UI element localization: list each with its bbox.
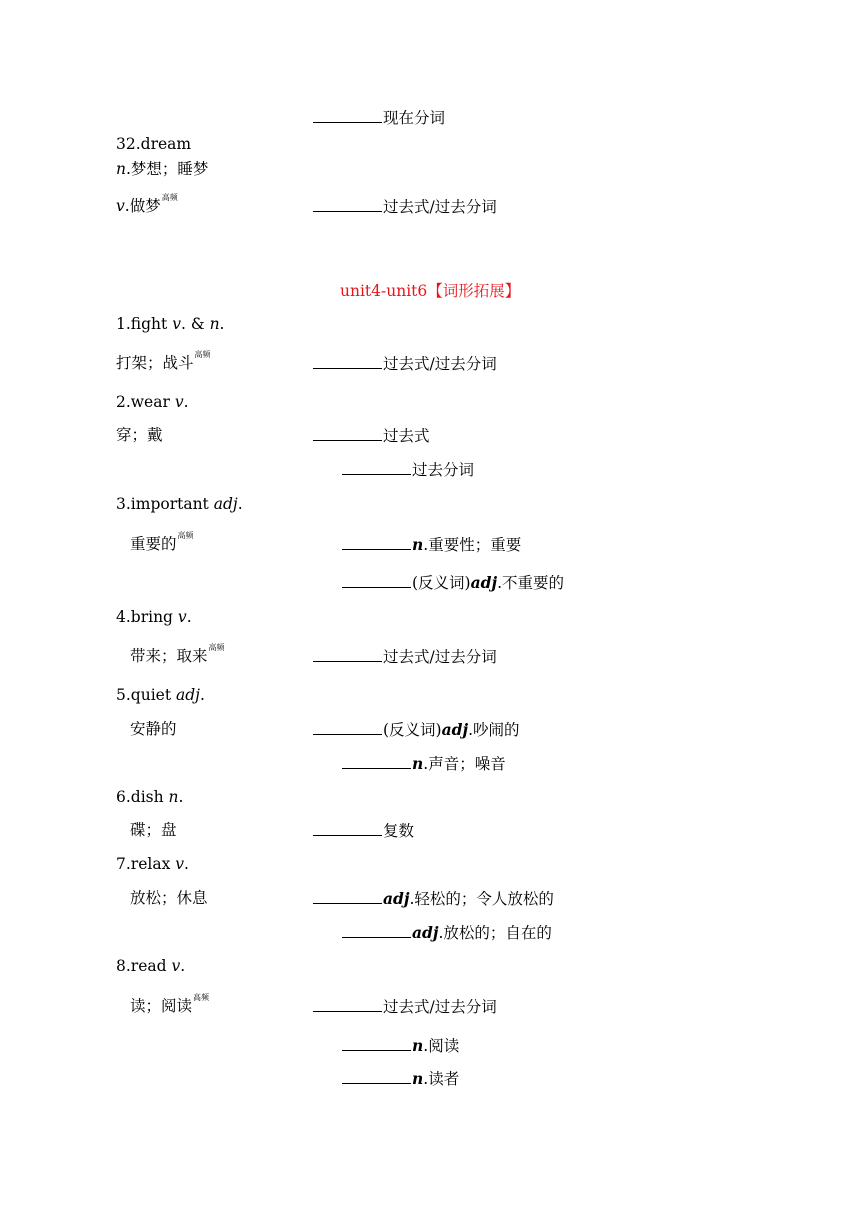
item-8-title: 8.read v. bbox=[116, 957, 186, 975]
item-7-meaning: 放松；休息 bbox=[130, 889, 208, 907]
item-8-form-3: n.读者 bbox=[342, 1068, 459, 1089]
answer-blank[interactable] bbox=[313, 353, 382, 369]
answer-blank[interactable] bbox=[313, 196, 382, 212]
item-6-form: 复数 bbox=[313, 820, 414, 841]
item-8-form-2: n.阅读 bbox=[342, 1035, 459, 1056]
item-8-meaning: 读；阅读$^{高频}$ bbox=[130, 993, 210, 1015]
item-32-noun-def: n.梦想；睡梦 bbox=[116, 160, 209, 178]
item-1-form: 过去式/过去分词 bbox=[313, 353, 497, 374]
item-3-meaning: 重要的$^{高频}$ bbox=[130, 531, 194, 553]
item-2-form-2: 过去分词 bbox=[342, 459, 474, 480]
answer-blank[interactable] bbox=[313, 425, 382, 441]
item-32-verb-def: v.做梦$^{高频}$ bbox=[116, 193, 178, 215]
item-5-form-2: n.声音；噪音 bbox=[342, 753, 506, 774]
section-title: unit4-unit6【词形拓展】 bbox=[340, 282, 521, 300]
item-32-title: 32.dream bbox=[116, 135, 192, 153]
item-6-title: 6.dish n. bbox=[116, 788, 184, 806]
item-3-title: 3.important adj. bbox=[116, 495, 243, 513]
answer-blank[interactable] bbox=[342, 1035, 411, 1051]
answer-blank[interactable] bbox=[342, 572, 411, 588]
answer-blank[interactable] bbox=[313, 719, 382, 735]
item-32-form: 过去式/过去分词 bbox=[313, 196, 497, 217]
high-frequency-mark: 高频 bbox=[208, 643, 225, 652]
item-2-title: 2.wear v. bbox=[116, 393, 189, 411]
answer-blank[interactable] bbox=[342, 753, 411, 769]
item-8-form-1: 过去式/过去分词 bbox=[313, 996, 497, 1017]
answer-blank[interactable] bbox=[313, 888, 382, 904]
answer-blank[interactable] bbox=[313, 107, 382, 123]
item-4-form: 过去式/过去分词 bbox=[313, 646, 497, 667]
answer-blank[interactable] bbox=[342, 459, 411, 475]
item-3-form-1: n.重要性；重要 bbox=[342, 534, 521, 555]
high-frequency-mark: 高频 bbox=[177, 531, 194, 540]
answer-blank[interactable] bbox=[313, 820, 382, 836]
item-1-meaning: 打架；战斗$^{高频}$ bbox=[116, 350, 211, 372]
present-participle-line: 现在分词 bbox=[313, 107, 445, 128]
item-5-form-1: (反义词)adj.吵闹的 bbox=[313, 719, 520, 740]
item-7-form-2: adj.放松的；自在的 bbox=[342, 922, 552, 943]
answer-blank[interactable] bbox=[342, 534, 411, 550]
high-frequency-mark: 高频 bbox=[193, 993, 210, 1002]
item-3-form-2: (反义词)adj.不重要的 bbox=[342, 572, 564, 593]
answer-blank[interactable] bbox=[313, 646, 382, 662]
answer-blank[interactable] bbox=[313, 996, 382, 1012]
item-6-meaning: 碟；盘 bbox=[130, 821, 177, 839]
item-5-meaning: 安静的 bbox=[130, 720, 177, 738]
item-2-meaning: 穿；戴 bbox=[116, 426, 163, 444]
item-7-title: 7.relax v. bbox=[116, 855, 189, 873]
answer-blank[interactable] bbox=[342, 922, 411, 938]
item-5-title: 5.quiet adj. bbox=[116, 686, 205, 704]
high-frequency-mark: 高频 bbox=[161, 193, 178, 202]
item-4-meaning: 带来；取来$^{高频}$ bbox=[130, 643, 225, 665]
answer-blank[interactable] bbox=[342, 1068, 411, 1084]
item-4-title: 4.bring v. bbox=[116, 608, 192, 626]
item-7-form-1: adj.轻松的；令人放松的 bbox=[313, 888, 554, 909]
item-1-title: 1.fight v. & n. bbox=[116, 315, 225, 333]
high-frequency-mark: 高频 bbox=[194, 350, 211, 359]
item-2-form-1: 过去式 bbox=[313, 425, 430, 446]
